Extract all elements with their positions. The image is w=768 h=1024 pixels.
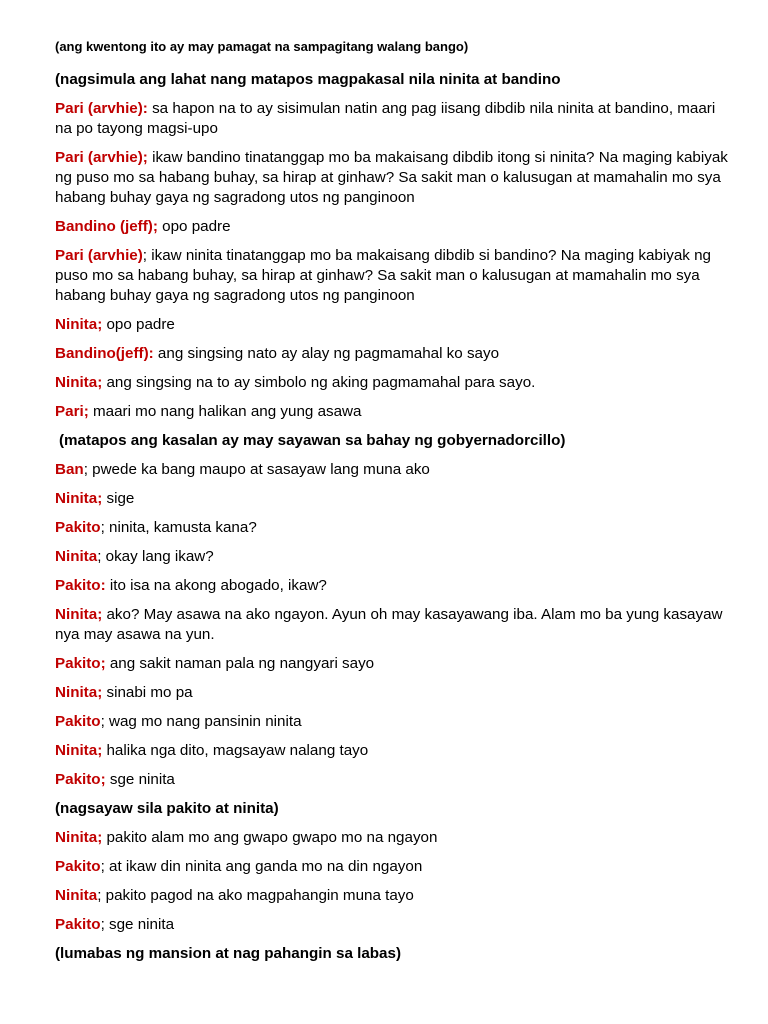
speaker-name: Pari (arvhie) — [55, 247, 143, 264]
dialogue-line — [55, 246, 728, 306]
speaker-name: Pari (arvhie): — [55, 100, 148, 117]
dialogue-text: ako? May asawa na ako ngayon. Ayun oh may kasayawang iba. Alam mo ba yung kasayaw nya may asawa na yun. — [55, 606, 723, 643]
dialogue-line — [55, 402, 728, 422]
speaker-name: Pakito: — [55, 577, 106, 594]
stage-direction — [55, 944, 728, 964]
dialogue-line — [55, 741, 728, 761]
dialogue-text: maari mo nang halikan ang yung asawa — [88, 403, 362, 420]
speaker-name: Pakito — [55, 916, 101, 933]
speaker-name: Ninita — [55, 887, 98, 904]
speaker-name: Ninita; — [55, 374, 103, 391]
stage-text: (matapos ang kasalan ay may sayawan sa bahay ng gobyernadorcillo) — [59, 432, 566, 449]
speaker-name: Ninita — [55, 548, 98, 565]
speaker-name: Pakito; — [55, 655, 106, 672]
dialogue-text: ikaw bandino tinatanggap mo ba makaisang dibdib itong si ninita? Na maging kabiyak ng puso mo sa habang buhay, sa hirap at ginhaw? Sa sakit man o kalusugan at mamahalin mo sya habang buhay gaya ng sagradong utos ng panginoon — [55, 149, 728, 206]
speaker-name: Pakito — [55, 519, 101, 536]
speaker-name: Ninita; — [55, 316, 103, 333]
speaker-name: Pakito — [55, 713, 101, 730]
speaker-name: Pakito; — [55, 771, 106, 788]
dialogue-text: ; pwede ka bang maupo at sasayaw lang muna ako — [83, 461, 430, 478]
dialogue-text: ; at ikaw din ninita ang ganda mo na din ngayon — [100, 858, 423, 875]
dialogue-line — [55, 915, 728, 935]
dialogue-text: ang singsing nato ay alay ng pagmamahal ko sayo — [153, 345, 500, 362]
speaker-name: Ban — [55, 461, 84, 478]
dialogue-text: opo padre — [157, 218, 231, 235]
dialogue-text: sinabi mo pa — [102, 684, 193, 701]
speaker-name: Ninita; — [55, 490, 103, 507]
speaker-name: Ninita; — [55, 684, 103, 701]
dialogue-text: ang singsing na to ay simbolo ng aking pagmamahal para sayo. — [102, 374, 536, 391]
dialogue-line — [55, 886, 728, 906]
dialogue-line — [55, 712, 728, 732]
speaker-name: Bandino (jeff); — [55, 218, 158, 235]
dialogue-text: ; pakito pagod na ako magpahangin muna tayo — [97, 887, 414, 904]
dialogue-line — [55, 857, 728, 877]
dialogue-text: sge ninita — [105, 771, 175, 788]
dialogue-text: ; ninita, kamusta kana? — [100, 519, 257, 536]
stage-direction — [55, 431, 728, 451]
dialogue-text: ito isa na akong abogado, ikaw? — [105, 577, 327, 594]
dialogue-text: sige — [102, 490, 135, 507]
speaker-name: Bandino(jeff): — [55, 345, 154, 362]
stage-text: (nagsimula ang lahat nang matapos magpakasal nila ninita at bandino — [55, 71, 561, 88]
dialogue-line — [55, 460, 728, 480]
dialogue-text: opo padre — [102, 316, 175, 333]
dialogue-line — [55, 828, 728, 848]
dialogue-line — [55, 518, 728, 538]
dialogue-text: pakito alam mo ang gwapo gwapo mo na ngayon — [102, 829, 438, 846]
dialogue-line — [55, 683, 728, 703]
dialogue-line — [55, 605, 728, 645]
dialogue-line — [55, 315, 728, 335]
dialogue-line — [55, 344, 728, 364]
document-title: (ang kwentong ito ay may pamagat na sampagitang walang bango) — [55, 39, 469, 54]
speaker-name: Ninita; — [55, 742, 103, 759]
dialogue-line — [55, 576, 728, 596]
dialogue-line — [55, 770, 728, 790]
dialogue-text: sa hapon na to ay sisimulan natin ang pag iisang dibdib nila ninita at bandino, maari na po tayong magsi-upo — [55, 100, 716, 137]
dialogue-text: ; ikaw ninita tinatanggap mo ba makaisang dibdib si bandino? Na maging kabiyak ng puso mo sa habang buhay, sa hirap at ginhaw? Sa sakit man o kalusugan at mamahalin mo sya habang buhay gaya ng sagradong utos ng panginoon — [55, 247, 712, 304]
dialogue-text: ; okay lang ikaw? — [97, 548, 214, 565]
dialogue-line — [55, 547, 728, 567]
dialogue-line — [55, 217, 728, 237]
dialogue-line — [55, 99, 728, 139]
speaker-name: Ninita; — [55, 606, 103, 623]
dialogue-text: halika nga dito, magsayaw nalang tayo — [102, 742, 369, 759]
dialogue-text: ; wag mo nang pansinin ninita — [100, 713, 302, 730]
stage-text: (nagsayaw sila pakito at ninita) — [55, 800, 279, 817]
speaker-name: Ninita; — [55, 829, 103, 846]
dialogue-line — [55, 489, 728, 509]
dialogue-line — [55, 373, 728, 393]
stage-text: (lumabas ng mansion at nag pahangin sa labas) — [55, 945, 402, 962]
dialogue-text: ang sakit naman pala ng nangyari sayo — [105, 655, 375, 672]
speaker-name: Pari (arvhie); — [55, 149, 148, 166]
stage-direction — [55, 799, 728, 819]
dialogue-line — [55, 148, 728, 208]
speaker-name: Pari; — [55, 403, 89, 420]
dialogue-text: ; sge ninita — [100, 916, 175, 933]
speaker-name: Pakito — [55, 858, 101, 875]
stage-direction — [55, 70, 728, 90]
dialogue-line — [55, 654, 728, 674]
